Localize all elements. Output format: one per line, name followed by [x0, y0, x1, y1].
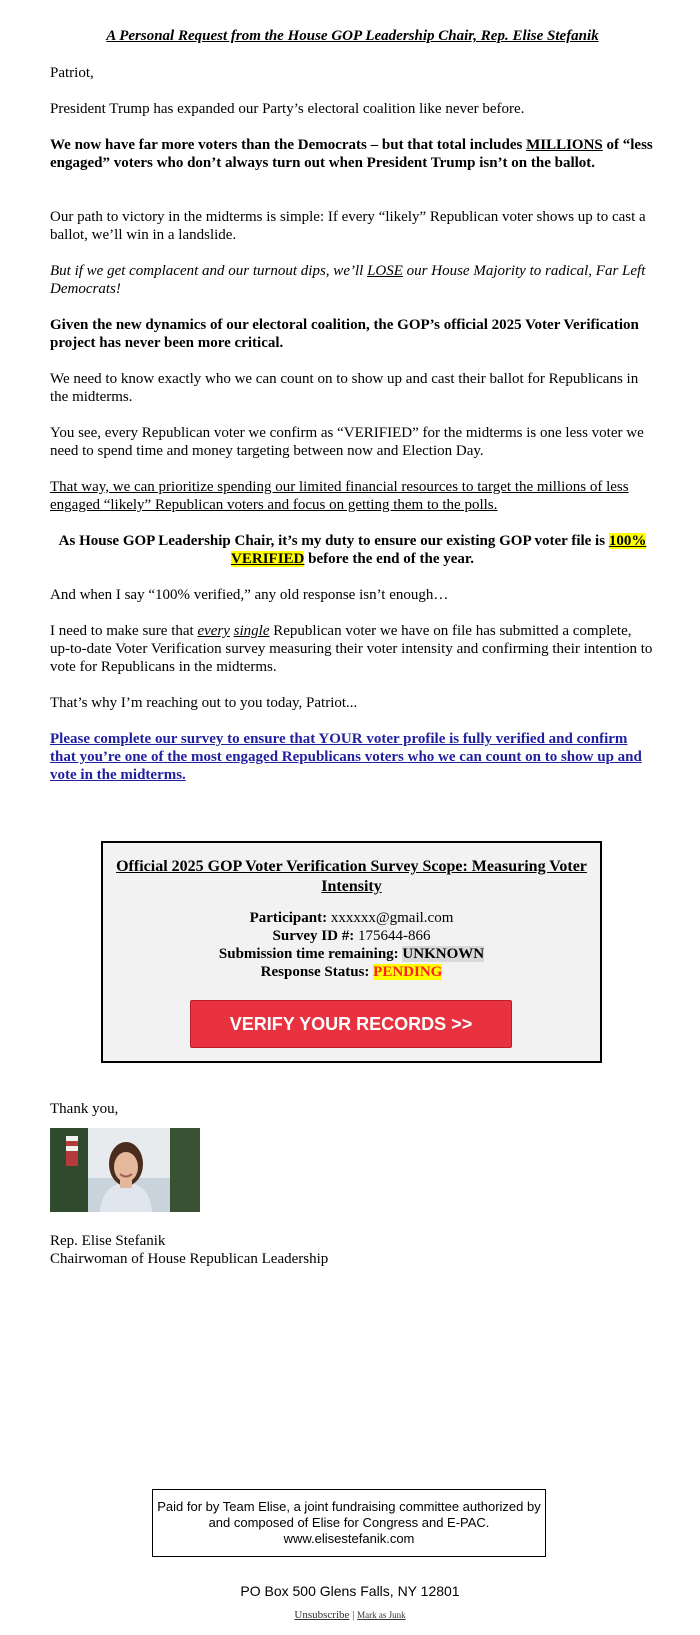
paragraph-8: That way, we can prioritize spending our limited financial resources to target the millions of less engaged “likely” Republican voters and focus on getting them to the polls.: [50, 479, 629, 513]
survey-id-value: 175644-866: [354, 928, 431, 944]
paragraph-11-text-b: Republican voter we have on file has submitted a complete, up-to-date Voter Verification survey measuring their voter intensity and confirming their intention to vote for Republicans in the midterms.: [50, 623, 653, 675]
portrait-image: [50, 1128, 200, 1212]
status-badge: PENDING: [373, 964, 443, 980]
unsubscribe-row: [50, 1609, 650, 1621]
paragraph-2: [50, 136, 655, 172]
participant-row: [103, 909, 600, 927]
signature-photo: [50, 1128, 200, 1212]
paragraph-12: That’s why I’m reaching out to you today, Patriot...: [50, 695, 358, 711]
participant-label: Participant:: [249, 910, 328, 926]
paid-for-disclaimer: Paid for by Team Elise, a joint fundraising committee authorized by and composed of Elise for Congress and E-PAC. www.elisestefanik.com: [152, 1489, 546, 1557]
survey-box: [101, 841, 602, 1063]
paragraph-6: We need to know exactly who we can count on to show up and cast their ballot for Republicans in the midterms.: [50, 371, 639, 405]
survey-details: [103, 909, 600, 981]
status-row: [103, 963, 600, 981]
paragraph-2-underlined: MILLIONS: [526, 137, 603, 153]
closing: Thank you,: [50, 1101, 119, 1117]
survey-link-paragraph: [50, 730, 655, 784]
email-header: A Personal Request from the House GOP Leadership Chair, Rep. Elise Stefanik: [106, 28, 599, 44]
survey-box-title: Official 2025 GOP Voter Verification Survey Scope: Measuring Voter Intensity: [116, 858, 587, 895]
paragraph-7: You see, every Republican voter we confirm as “VERIFIED” for the midterms is one less voter we need to spend time and money targeting between now and Election Day.: [50, 425, 644, 459]
status-label: Response Status:: [260, 964, 370, 980]
paragraph-4-underlined: LOSE: [367, 263, 403, 279]
mark-as-junk-link[interactable]: Mark as Junk: [357, 1610, 406, 1620]
mailing-address: PO Box 500 Glens Falls, NY 12801: [240, 1583, 460, 1599]
unsubscribe-separator: |: [352, 1609, 355, 1621]
paragraph-5: Given the new dynamics of our electoral coalition, the GOP’s official 2025 Voter Verification project has never been more critical.: [50, 317, 639, 351]
survey-id-row: [103, 927, 600, 945]
paragraph-9-text-b: before the end of the year.: [304, 551, 474, 567]
paragraph-4: [50, 262, 655, 298]
time-remaining-value: UNKNOWN: [402, 946, 485, 962]
participant-value: xxxxxx@gmail.com: [327, 910, 454, 926]
verify-records-button[interactable]: VERIFY YOUR RECORDS >>: [190, 1000, 512, 1048]
survey-id-label: Survey ID #:: [272, 928, 355, 944]
signature-title: Chairwoman of House Republican Leadership: [50, 1251, 329, 1267]
unsubscribe-link[interactable]: Unsubscribe: [294, 1609, 350, 1621]
signature-name: Rep. Elise Stefanik: [50, 1233, 166, 1249]
paragraph-4-text-b: our House Majority to radical, Far Left Democrats!: [50, 263, 646, 297]
time-remaining-label: Submission time remaining:: [218, 946, 399, 962]
emphasis-single: single: [233, 623, 270, 639]
paragraph-3: Our path to victory in the midterms is simple: If every “likely” Republican voter shows up to cast a ballot, we’ll win in a landslide.: [50, 209, 646, 243]
paragraph-11-text-a: I need to make sure that: [50, 623, 198, 639]
paragraph-10: And when I say “100% verified,” any old response isn’t enough…: [50, 587, 449, 603]
verified-highlight: 100% VERIFIED: [231, 533, 647, 567]
paragraph-9: [50, 532, 655, 568]
time-remaining-row: [103, 945, 600, 963]
paragraph-11: [50, 622, 655, 676]
paragraph-2-text-a: We now have far more voters than the Democrats – but that total includes: [50, 137, 527, 153]
paragraph-1: President Trump has expanded our Party’s electoral coalition like never before.: [50, 101, 525, 117]
salutation: Patriot,: [50, 65, 94, 81]
paragraph-9-text-a: As House GOP Leadership Chair, it’s my duty to ensure our existing GOP voter file is: [58, 533, 609, 549]
paragraph-2-text-b: of “less engaged” voters who don’t always turn out when President Trump isn’t on the ballot.: [50, 137, 653, 171]
paragraph-4-text-a: But if we get complacent and our turnout dips, we’ll: [50, 263, 368, 279]
survey-link[interactable]: Please complete our survey to ensure that YOUR voter profile is fully verified and confirm that you’re one of the most engaged Republicans voters who we can count on to show up and vote in the midterms.: [50, 731, 642, 783]
emphasis-every: every: [197, 623, 230, 639]
